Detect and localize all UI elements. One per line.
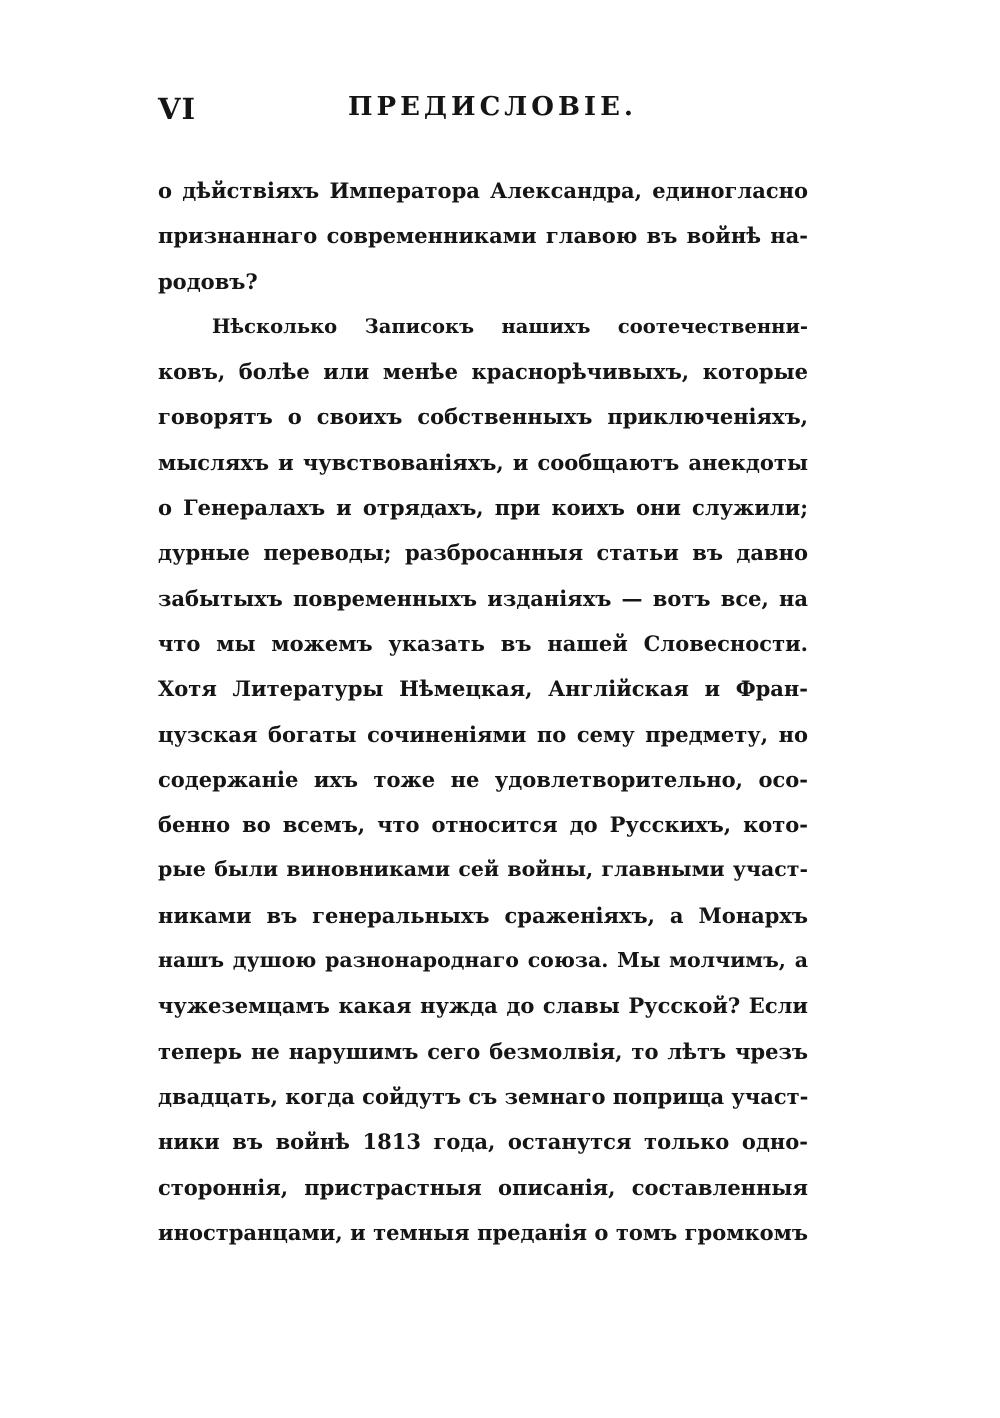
text-line: теперь не нарушимъ сего безмолвія, то лѣтъ чрезъ [158,1038,808,1064]
text-line: стороннія, пристрастныя описанія, составленныя [158,1174,808,1200]
text-line: Нѣсколько Записокъ нашихъ соотечественни- [212,314,808,338]
text-line: о дѣйствіяхъ Императора Александра, единогласно [158,178,808,203]
text-line: Хотя Литературы Нѣмецкая, Англійская и Фран- [158,676,808,702]
text-line: иностранцами, и темныя преданія о томъ громкомъ [158,1219,808,1245]
text-line: говорятъ о своихъ собственныхъ приключеніяхъ, [158,404,808,430]
text-line: мысляхъ и чувствованіяхъ, и сообщаютъ анекдоты [158,449,808,475]
running-title: ПРЕДИСЛОВІЕ. [348,92,637,122]
text-line: ники въ войнѣ 1813 года, останутся только одно- [158,1129,808,1155]
text-line: нашъ душою разнонароднаго союза. Мы молчимъ, а [158,948,808,973]
text-line: бенно во всемъ, что относится до Русскихъ, кото- [158,812,808,838]
page-header [158,92,808,136]
text-line: чужеземцамъ какая нужда до славы Русской? Если [158,993,808,1019]
text-line: цузская богаты сочиненіями по сему предмету, но [158,721,808,747]
text-line: забытыхъ повременныхъ изданіяхъ — вотъ все, на [158,585,808,611]
text-line: дурные переводы; разбросанныя статьи въ давно [158,540,808,566]
text-line: что мы можемъ указать въ нашей Словесности. [158,630,808,656]
page-number: VI [158,92,197,126]
text-line: признаннаго современниками главою въ войнѣ на- [158,223,808,249]
text-line: содержаніе ихъ тоже не удовлетворительно, осо- [158,766,808,792]
body-text [158,168,808,1255]
text-line: двадцать, когда сойдутъ съ земнаго поприща участ- [158,1083,809,1109]
text-line: о Генералахъ и отрядахъ, при коихъ они служили; [158,495,808,521]
text-line: рые были виновниками сей войны, главными участ- [158,857,808,882]
text-line: ковъ, болѣе или менѣе краснорѣчивыхъ, которые [158,359,808,385]
text-line: родовъ? [158,268,258,294]
text-line: никами въ генеральныхъ сраженіяхъ, а Монархъ [158,902,808,928]
